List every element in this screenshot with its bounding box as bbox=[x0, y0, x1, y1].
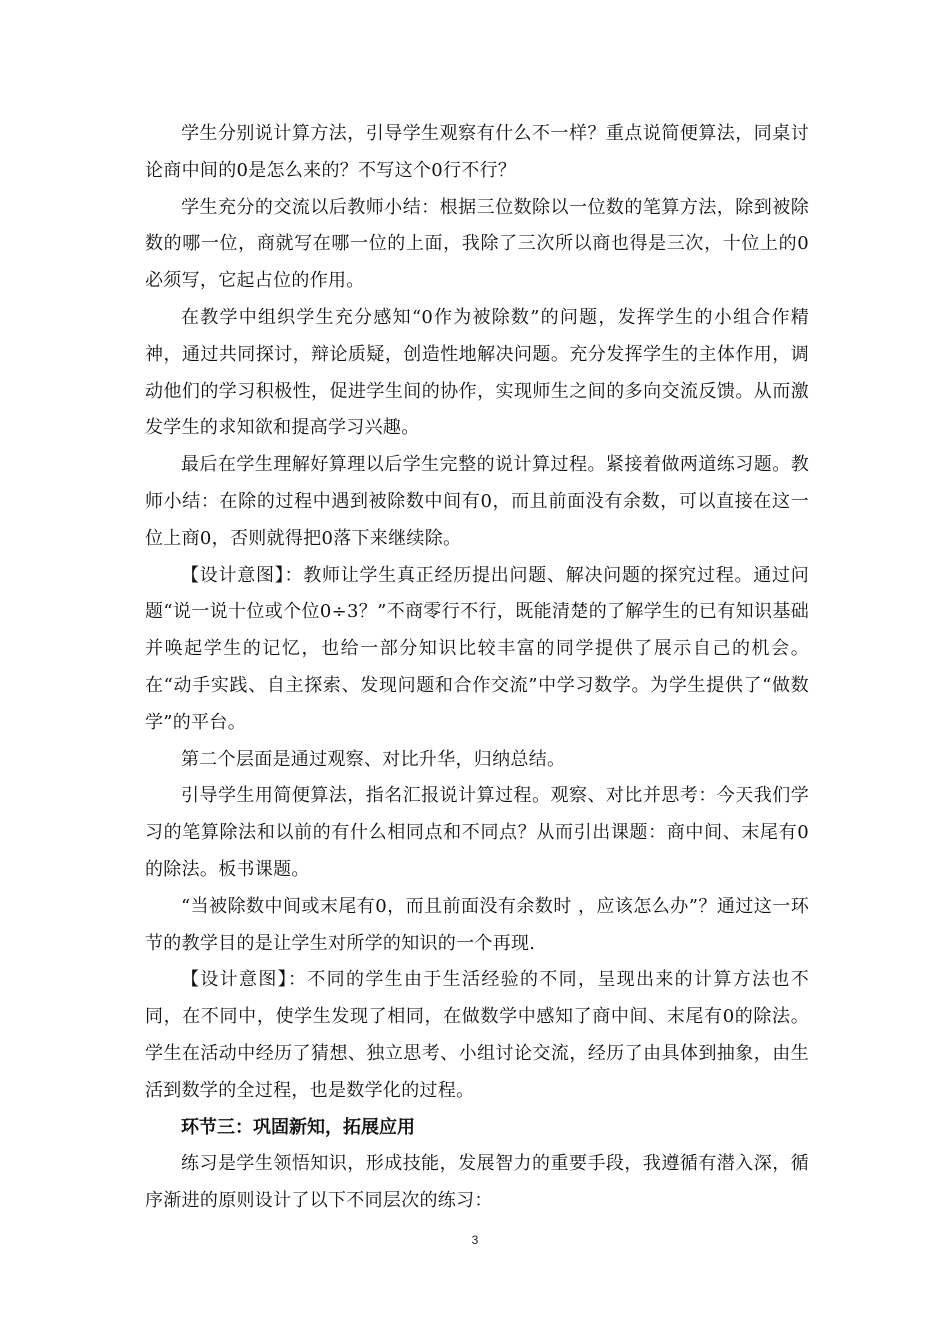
paragraph-practice-design: 练习是学生领悟知识，形成技能，发展智力的重要手段，我遵循有潜入深，循序渐进的原则设计了以下不同层次的练习： bbox=[145, 1153, 809, 1212]
page-number: 3 bbox=[471, 1233, 479, 1247]
paragraph-second-level: 第二个层面是通过观察、对比升华，归纳总结。 bbox=[181, 748, 566, 770]
paragraph-question-zero: “当被除数中间或末尾有0，而且前面没有余数时 ，应该怎么办”？通过这一环节的教学目的是让学生对所学的知识的一个再现. bbox=[145, 895, 809, 954]
paragraph-practice-summary: 最后在学生理解好算理以后学生完整的说计算过程。紧接着做两道练习题。教师小结：在除的过程中遇到被除数中间有0，而且前面没有余数，可以直接在这一位上商0，否则就得把0落下来继续除。 bbox=[145, 454, 809, 549]
paragraph-design-intent-1: 【设计意图】：教师让学生真正经历提出问题、解决问题的探究过程。通过问题“说一说十位或个位0÷3？”不商零行不行，既能清楚的了解学生的已有知识基础并唤起学生的记忆，也给一部分知识比较丰富的同学提供了展示自己的机会。在“动手实践、自主探索、发现问题和合作交流”中学习数学。为学生提供了“做数学”的平台。 bbox=[145, 564, 809, 733]
section-heading: 环节三：巩固新知，拓展应用 bbox=[181, 1116, 415, 1138]
paragraph-guide-simple-method: 引导学生用简便算法，指名汇报说计算过程。观察、对比并思考：今天我们学习的笔算除法和以前的有什么相同点和不同点？从而引出课题：商中间、末尾有0的除法。板书课题。 bbox=[145, 785, 809, 880]
document-body bbox=[145, 116, 809, 1220]
paragraph-teacher-summary: 学生充分的交流以后教师小结：根据三位数除以一位数的笔算方法，除到被除数的哪一位，商就写在哪一位的上面，我除了三次所以商也得是三次，十位上的0必须写，它起占位的作用。 bbox=[145, 196, 809, 292]
paragraph-group-cooperation: 在教学中组织学生充分感知“0作为被除数”的问题，发挥学生的小组合作精神，通过共同探讨，辩论质疑，创造性地解决问题。充分发挥学生的主体作用，调动他们的学习积极性，促进学生间的协作，实现师生之间的多向交流反馈。从而激发学生的求知欲和提高学习兴趣。 bbox=[145, 306, 809, 439]
paragraph-design-intent-2: 【设计意图】：不同的学生由于生活经验的不同，呈现出来的计算方法也不同，在不同中，使学生发现了相同，在做数学中感知了商中间、末尾有0的除法。学生在活动中经历了猜想、独立思考、小组讨论交流，经历了由具体到抽象，由生活到数学的全过程，也是数学化的过程。 bbox=[145, 969, 809, 1101]
paragraph-calculation-methods: 学生分别说计算方法，引导学生观察有什么不一样？重点说简便算法，同桌讨论商中间的0是怎么来的？不写这个0行不行？ bbox=[145, 123, 809, 181]
